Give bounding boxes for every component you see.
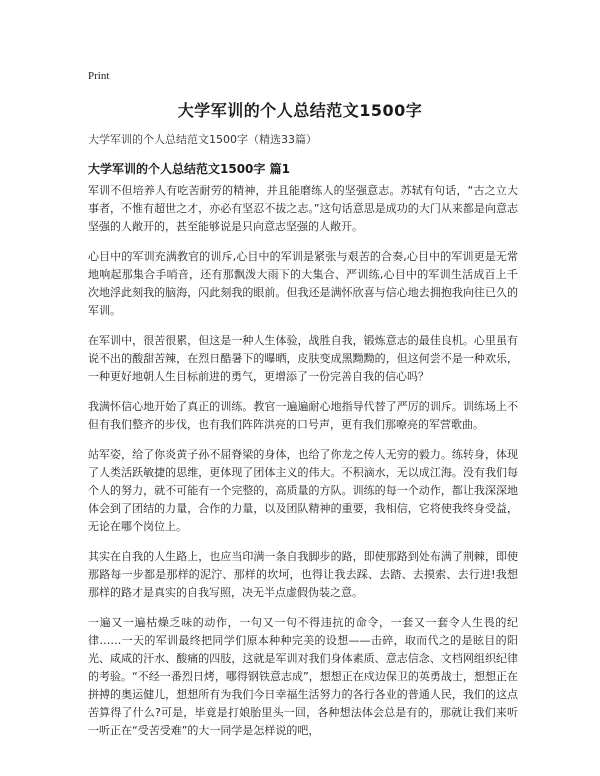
paragraph: 在军训中，很苦很累，但这是一种人生体验，战胜自我，锻炼意志的最佳良机。心里虽有说不出的酸甜苦辣，在烈日酷暑下的曝晒，皮肤变成黑黝黝的，但这何尝不是一种欢乐，一种更好地朝人生目标前进的勇气，更增添了一份完善自我的信心吗？ (88, 334, 518, 383)
document-subtitle: 大学军训的个人总结范文1500字（精选33篇） (88, 133, 317, 146)
paragraph: 心目中的军训充满教官的训斥,心目中的军训是紧张与艰苦的合奏,心目中的军训更是无常地响起那集合手哨音，还有那飘泼大雨下的大集合、严训练,心目中的军训生活成百上千次地浮此刻我的脑海，闪此刻我的眼前。但我还是满怀欣喜与信心地去拥抱我向往已久的军训。 (88, 250, 518, 317)
paragraph: 其实在自我的人生路上，也应当印满一条自我脚步的路，即使那路到处布满了荆棘，即使那路每一步都是那样的泥泞、那样的坎坷，也得让我去踩、去踏、去摸索、去行进!我想那样的路才是真实的自我写照，决无半点虚假伪装之意。 (88, 550, 518, 599)
paragraph: 军训不但培养人有吃苦耐劳的精神，并且能磨练人的坚强意志。苏轼有句话，“古之立大事者，不惟有超世之才，亦必有坚忍不拔之志。”这句话意思是成功的大门从来都是向意志坚强的人敞开的，甚至能够说是只向意志坚强的人敞开。 (88, 184, 518, 233)
body-text (88, 182, 518, 752)
document-title: 大学军训的个人总结范文1500字 (177, 101, 423, 120)
paragraph: 一遍又一遍枯燥乏味的动作，一句又一句不得违抗的命令，一套又一套令人生畏的纪律……一天的军训最终把同学们原本种种完美的设想——击碎，取而代之的是眩目的阳光、咸咸的汗水、酸痛的四肢，这就是军训对我们身体素质、意志信念、文档网组织纪律的考验。“不经一番烈日烤，哪得钢铁意志成”，想想正在戍边保卫的英勇战士，想想正在拼搏的奥运健儿，想想所有为我们今日幸福生活努力的各行各业的普通人民，我们的这点苦算得了什么?可是，毕竟是打娘胎里头一回，各种想法体会总是有的，那就让我们来听一听正在“受苦受难”的大一同学是怎样说的吧， (88, 616, 518, 737)
paragraph: 站军姿，给了你炎黄子孙不屈脊梁的身体，也给了你龙之传人无穷的毅力。练转身，体现了人类活跃敏捷的思维，更体现了团体主义的伟大。不积滴水，无以成江海。没有我们每个人的努力，就不可能有一个完整的，高质量的方队。训练的每一个动作，都让我深深地体会到了团结的力量，合作的力量，以及团队精神的重要，我相信，它将使我终身受益，无论在哪个岗位上。 (88, 448, 518, 533)
section-heading: 大学军训的个人总结范文1500字 篇1 (88, 162, 290, 176)
paragraph: 我满怀信心地开始了真正的训练。教官一遍遍耐心地指导代替了严厉的训斥。训练场上不但有我们整齐的步伐，也有我们阵阵洪亮的口号声，更有我们那嘹亮的军营歌曲。 (88, 400, 518, 431)
print-label: Print (88, 70, 110, 82)
